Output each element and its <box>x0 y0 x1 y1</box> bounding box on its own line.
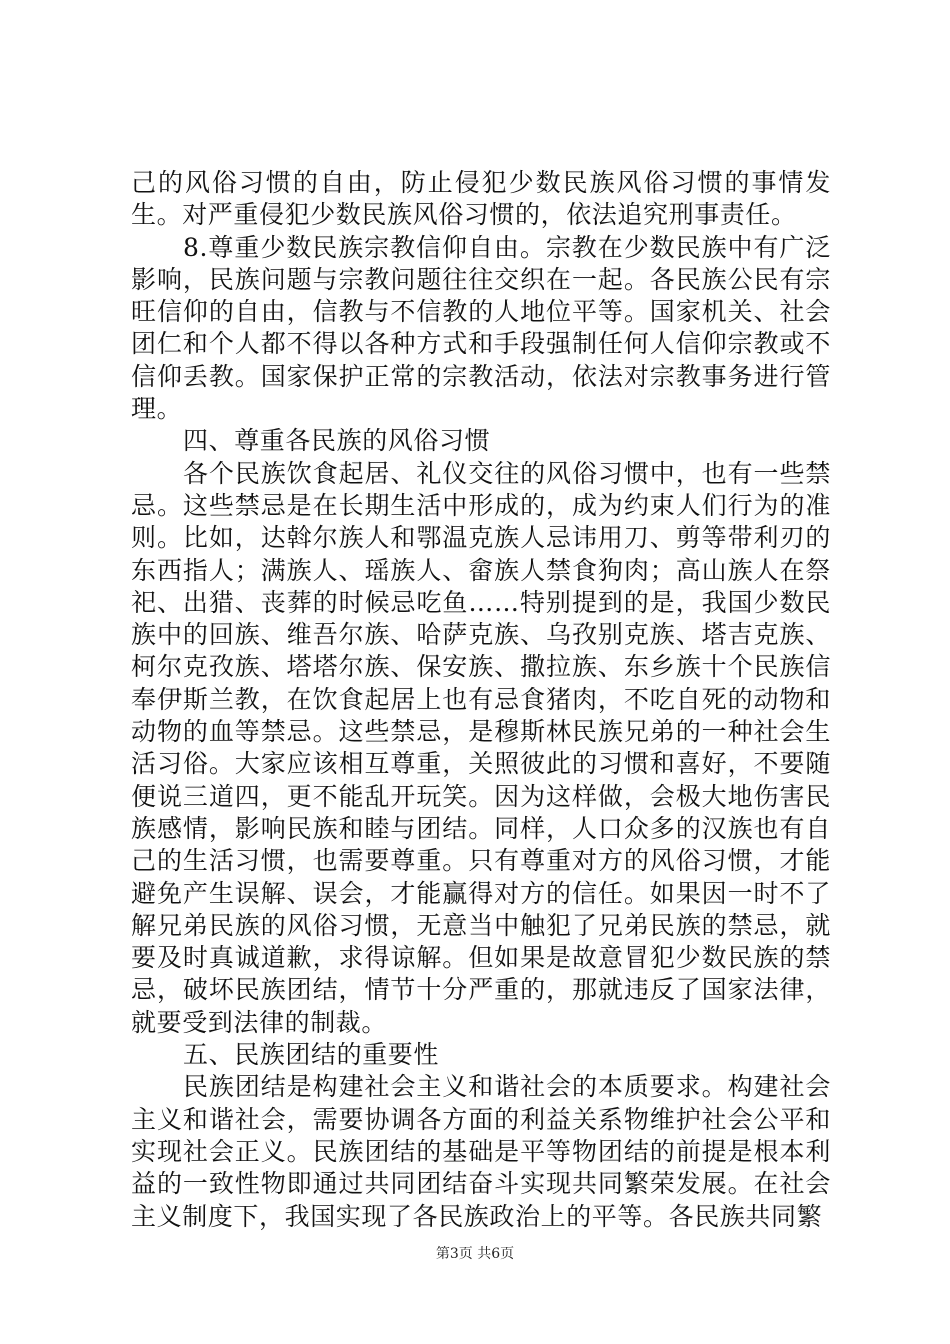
paragraph-unity-importance: 民族团结是构建社会主义和谐社会的本质要求。构建社会主义和谐社会，需要协调各方面的利益关系物维护社会公平和实现社会正义。民族团结的基础是平等物团结的前提是根本利益的一致性物即通过共同团结奋斗实现共同繁荣发展。在社会主义制度下，我国实现了各民族政治上的平等。各民族共同繁 <box>131 1072 831 1231</box>
page-footer <box>0 1244 950 1264</box>
section-heading-customs: 四、尊重各民族的风俗习惯 <box>183 426 491 456</box>
document-body <box>131 167 831 1233</box>
paragraph-customs-taboos: 各个民族饮食起居、礼仪交往的风俗习惯中，也有一些禁忌。这些禁忌是在长期生活中形成的，成为约束人们行为的准则。比如，达斡尔族人和鄂温克族人忌讳用刀、剪等带利刃的东西指人；满族人、瑶族人、畲族人禁食狗肉；高山族人在祭祀、出猎、丧葬的时候忌吃鱼……特别提到的是，我国少数民族中的回族、维吾尔族、哈萨克族、乌孜别克族、塔吉克族、柯尔克孜族、塔塔尔族、保安族、撒拉族、东乡族十个民族信奉伊斯兰教，在饮食起居上也有忌食猪肉，不吃自死的动物和动物的血等禁忌。这些禁忌，是穆斯林民族兄弟的一种社会生活习俗。大家应该相互尊重，关照彼此的习惯和喜好，不要随便说三道四，更不能乱开玩笑。因为这样做，会极大地伤害民族感情，影响民族和睦与团结。同样，人口众多的汉族也有自己的生活习惯，也需要尊重。只有尊重对方的风俗习惯，才能避免产生误解、误会，才能赢得对方的信任。如果因一时不了解兄弟民族的风俗习惯，无意当中触犯了兄弟民族的禁忌，就要及时真诚道歉，求得谅解。但如果是故意冒犯少数民族的禁忌，破坏民族团结，情节十分严重的，那就违反了国家法律，就要受到法律的制裁。 <box>131 458 831 1037</box>
paragraph-religious-freedom: 8.尊重少数民族宗教信仰自由。宗教在少数民族中有广泛影响，民族问题与宗教问题往往交织在一起。各民族公民有宗旺信仰的自由，信教与不信教的人地位平等。国家机关、社会团仁和个人都不得以各种方式和手段强制任何人信仰宗教或不信仰丢教。国家保护正常的宗教活动，依法对宗教事务进行管理。 <box>131 232 831 424</box>
paragraph-continuation: 己的风俗习惯的自由，防止侵犯少数民族风俗习惯的事情发生。对严重侵犯少数民族风俗习惯的，依法追究刑事责任。 <box>131 168 831 230</box>
section-heading-unity: 五、民族团结的重要性 <box>183 1040 440 1070</box>
page-number-label: 第3页 共6页 <box>435 1246 515 1262</box>
